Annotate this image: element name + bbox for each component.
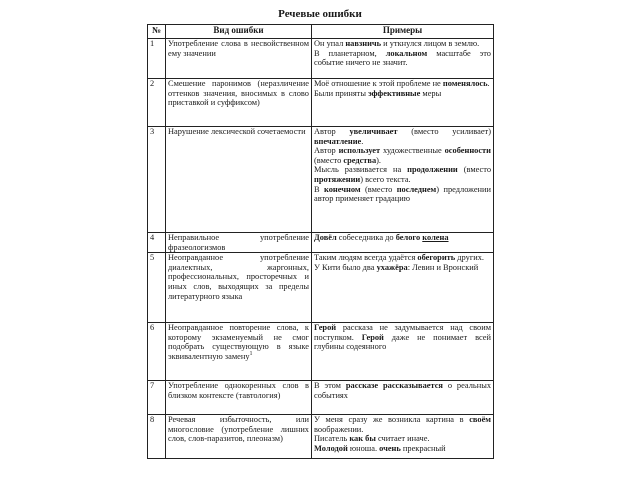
highlighted-word: использует: [338, 146, 381, 156]
example-text: У меня сразу же возникла картина в: [314, 415, 470, 425]
table-row: [148, 39, 494, 79]
examples-cell: [312, 127, 494, 233]
row-number: 4: [148, 233, 166, 253]
example-text: Автор: [314, 127, 350, 136]
example-line: [314, 415, 491, 434]
highlighted-word: навзничь: [345, 39, 382, 48]
examples-cell: [312, 381, 494, 415]
example-line: [314, 263, 491, 273]
table-row: [148, 79, 494, 127]
error-type-text: Неоправданное употребление диалектных, жаргонных, профессиональных, просторечных и иных слов, выходящих за пределы литературного языка: [168, 253, 309, 301]
example-text: У Кити было два: [314, 262, 377, 272]
example-text: ).: [376, 155, 382, 165]
example-line: [314, 444, 491, 454]
table-row: [148, 415, 494, 459]
table-row: [148, 127, 494, 233]
highlighted-word: белого: [395, 233, 421, 242]
highlighted-word: колена: [422, 233, 449, 242]
example-text: (вместо: [457, 165, 492, 175]
example-line: [314, 146, 491, 165]
highlighted-word: ухажёра: [376, 262, 408, 272]
example-text: Таким людям всегда удаётся: [314, 253, 418, 263]
error-type-text: Употребление однокоренных слов в близком контексте (тавтология): [168, 381, 309, 400]
examples-cell: [312, 233, 494, 253]
example-line: [314, 233, 491, 243]
highlighted-word: продолжении: [407, 165, 458, 175]
example-text: и уткнулся лицом в землю.: [381, 39, 480, 48]
header-examples: Примеры: [312, 25, 494, 39]
error-type-cell: [166, 381, 312, 415]
error-type-cell: [166, 323, 312, 381]
example-text: (вместо: [360, 184, 397, 194]
example-text: В этом: [314, 381, 346, 391]
row-number: 8: [148, 415, 166, 459]
highlighted-word: Герой: [314, 323, 337, 333]
example-text: юноша.: [347, 443, 380, 453]
highlighted-word: рассказывается: [382, 381, 443, 391]
example-line: [314, 39, 491, 49]
error-type-cell: [166, 253, 312, 323]
row-number: 6: [148, 323, 166, 381]
highlighted-word: рассказе: [345, 381, 379, 391]
example-text: ) предложении автор применяет градацию: [314, 184, 492, 204]
example-text: .: [487, 79, 490, 88]
example-text: В: [314, 184, 325, 194]
example-text: : Левин и Вронский: [407, 262, 479, 272]
example-text: прекрасный: [400, 443, 446, 453]
error-type-cell: [166, 415, 312, 459]
example-line: [314, 79, 491, 89]
example-text: считает иначе.: [375, 434, 430, 444]
example-text: рассказа не задумывается над своим поступком.: [314, 323, 491, 342]
error-type-text: Неоправданное повторение слова, к которому экзаменуемый не смог подобрать существующую в языке эквивалентную замену: [168, 323, 309, 361]
highlighted-word: эффективные: [368, 88, 421, 98]
example-text: меры: [420, 88, 442, 98]
example-text: (вместо усиливает): [397, 127, 492, 136]
highlighted-word: протяжении: [314, 174, 361, 184]
row-number: 3: [148, 127, 166, 233]
table-row: [148, 253, 494, 323]
highlighted-word: впечатление: [314, 136, 362, 146]
highlighted-word: поменялось: [442, 79, 488, 88]
example-text: Были приняты: [314, 88, 369, 98]
error-type-cell: [166, 127, 312, 233]
highlighted-word: очень: [379, 443, 401, 453]
example-line: [314, 89, 491, 99]
error-type-text: Употребление слова в несвойственном ему значении: [168, 39, 309, 58]
example-text: Автор: [314, 146, 339, 156]
error-type-text: Нарушение лексической сочетаемости: [168, 127, 306, 136]
error-type-text: Речевая избыточность, или многословие (употребление лишних слов, слов-паразитов, плеоназм): [168, 415, 309, 444]
example-text: собеседника до: [336, 233, 396, 242]
highlighted-word: средства: [343, 155, 377, 165]
example-text: даже не понимает всей глубины содеянного: [314, 332, 491, 352]
error-type-text: Смешение паронимов (неразличение оттенков значения, вносимых в слово приставкой и суффиксом): [168, 79, 309, 108]
highlighted-word: увеличивает: [349, 127, 398, 136]
example-text: ) всего текста.: [360, 174, 411, 184]
row-number: 2: [148, 79, 166, 127]
row-number: 5: [148, 253, 166, 323]
row-number: 1: [148, 39, 166, 79]
highlighted-word: конечном: [324, 184, 361, 194]
example-line: [314, 253, 491, 263]
error-type-cell: [166, 79, 312, 127]
examples-cell: [312, 415, 494, 459]
example-text: Моё отношение к этой проблеме не: [314, 79, 443, 88]
example-line: [314, 434, 491, 444]
highlighted-word: Довёл: [314, 233, 337, 242]
examples-cell: [312, 323, 494, 381]
error-type-cell: [166, 233, 312, 253]
table-header-row: [148, 25, 494, 39]
highlighted-word: своём: [469, 415, 491, 425]
examples-cell: [312, 39, 494, 79]
highlighted-word: как бы: [349, 434, 376, 444]
row-number: 7: [148, 381, 166, 415]
table-row: [148, 323, 494, 381]
table-row: [148, 381, 494, 415]
example-text: Писатель: [314, 434, 350, 444]
header-num: №: [148, 25, 166, 39]
example-text: других.: [455, 253, 485, 263]
header-error-type: Вид ошибки: [166, 25, 312, 39]
example-text: .: [361, 136, 364, 146]
example-text: Мысль развивается на: [314, 165, 408, 175]
example-text: о реальных событиях: [314, 381, 492, 400]
example-line: [314, 323, 491, 352]
example-text: Он упал: [314, 39, 346, 48]
example-line: [314, 127, 491, 146]
footnote-mark: 1: [249, 351, 253, 358]
highlighted-word: Герой: [361, 332, 384, 342]
highlighted-word: особенности: [444, 146, 491, 156]
example-line: [314, 165, 491, 184]
table-row: [148, 233, 494, 253]
example-line: [314, 49, 491, 68]
example-text: воображении.: [314, 424, 364, 434]
example-text: (вместо: [314, 155, 344, 165]
highlighted-word: последнем: [396, 184, 437, 194]
highlighted-word: Молодой: [314, 443, 348, 453]
example-text: В планетарном,: [314, 48, 386, 58]
examples-cell: [312, 253, 494, 323]
example-text: художественные: [380, 146, 445, 156]
example-line: [314, 185, 491, 204]
examples-cell: [312, 79, 494, 127]
page-title: Речевые ошибки: [278, 8, 362, 20]
highlighted-word: локальном: [385, 48, 428, 58]
speech-errors-table: [147, 24, 494, 459]
example-line: [314, 381, 491, 400]
example-text: масштабе это событие ничего не значит.: [314, 48, 491, 68]
highlighted-word: обегорить: [417, 253, 456, 263]
error-type-text: Неправильное употребление фразеологизмов: [168, 233, 309, 252]
error-type-cell: [166, 39, 312, 79]
